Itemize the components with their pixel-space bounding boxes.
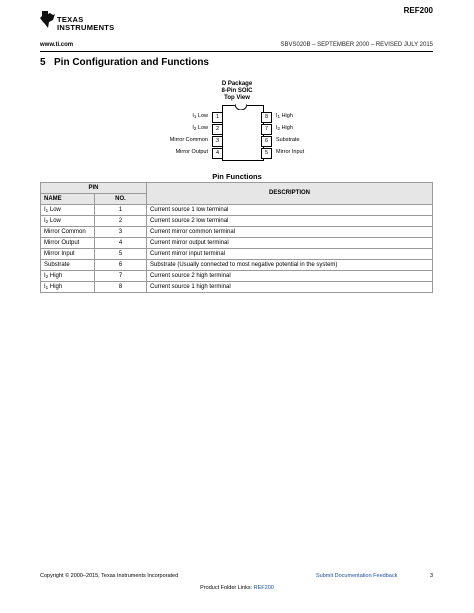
pin-number-box: 5 (261, 148, 272, 159)
pin-name-base: I (44, 272, 46, 279)
pin-number-box: 3 (212, 136, 223, 147)
table-row (41, 260, 433, 271)
pin-name-subscript: 1 (45, 207, 49, 213)
logo-text-instruments: INSTRUMENTS (57, 23, 115, 32)
copyright: Copyright © 2000–2015, Texas Instruments Incorporated (40, 573, 179, 579)
table-body (41, 205, 433, 293)
pin-number-box: 8 (261, 112, 272, 123)
pin-name-cell (41, 205, 95, 216)
pin-label-suffix: High (280, 113, 293, 119)
submit-feedback-link[interactable]: Submit Documentation Feedback (316, 573, 398, 579)
table-row (41, 282, 433, 293)
package-pins: 8-Pin SOIC (221, 88, 253, 94)
package-name: D Package (221, 81, 253, 87)
ic-package-body (222, 105, 264, 161)
pin-number-cell: 8 (95, 282, 147, 293)
pin-label-base: Mirror Input (276, 149, 305, 155)
pin-label-base: I (276, 113, 278, 119)
pin-name-base: I (44, 217, 46, 224)
pin-group-header: PIN (41, 183, 147, 194)
pin-number-box: 4 (212, 148, 223, 159)
pin-description-cell: Current source 1 high terminal (147, 282, 433, 293)
pin-label-left (192, 112, 208, 121)
pin-name-suffix: High (48, 272, 63, 279)
pin-name-base: Mirror Common (44, 228, 86, 235)
page-number: 3 (429, 573, 433, 579)
pin-number-cell: 6 (95, 260, 147, 271)
pin-label-right (276, 112, 293, 121)
table-row (41, 271, 433, 282)
folder-links-label: Product Folder Links: (200, 585, 254, 591)
pin-description-cell: Current mirror output terminal (147, 238, 433, 249)
pin-name-cell (41, 238, 95, 249)
pin-label-subscript: 2 (193, 126, 197, 131)
pin-number-cell: 1 (95, 205, 147, 216)
pin-name-suffix: Low (48, 206, 61, 213)
pin-number-box: 7 (261, 124, 272, 135)
pin-name-suffix: High (48, 283, 63, 290)
pin-name-subscript: 2 (45, 273, 49, 279)
pin-number-cell: 3 (95, 227, 147, 238)
pin-label-left (176, 148, 208, 157)
pin-name-cell (41, 227, 95, 238)
pin-name-cell (41, 282, 95, 293)
pin-label-right (276, 148, 304, 157)
pin-name-base: I (44, 283, 46, 290)
website-link[interactable]: www.ti.com (40, 42, 74, 48)
pin-name-base: Mirror Input (44, 250, 75, 257)
table-row (41, 238, 433, 249)
pin-label-right (276, 136, 300, 145)
pin-label-base: Mirror Output (175, 149, 208, 155)
product-folder-link[interactable]: REF200 (253, 585, 274, 591)
pin-number-cell: 7 (95, 271, 147, 282)
pin-name-subscript: 1 (45, 284, 49, 290)
pin-name-cell (41, 216, 95, 227)
table-row (41, 205, 433, 216)
pin-name-base: I (44, 206, 46, 213)
pin-description-cell: Current mirror common terminal (147, 227, 433, 238)
pin-description-cell: Current mirror input terminal (147, 249, 433, 260)
pin-name-subscript: 2 (45, 218, 49, 224)
pin-label-subscript: 1 (193, 114, 197, 119)
number-header: NO. (95, 194, 147, 205)
pin-description-cell: Substrate (Usually connected to most negative potential in the system) (147, 260, 433, 271)
pin-label-suffix: Low (196, 113, 208, 119)
pin-name-cell (41, 271, 95, 282)
table-title: Pin Functions (212, 172, 262, 181)
section-heading (40, 57, 209, 68)
pin-label-left (170, 136, 208, 145)
pin-number-cell: 4 (95, 238, 147, 249)
package-caption (0, 81, 474, 102)
header-divider (40, 51, 433, 52)
ti-state-icon (40, 11, 55, 28)
pin-name-base: Mirror Output (44, 239, 80, 246)
pin1-notch-icon (235, 104, 247, 110)
document-reference: SBVS020B – SEPTEMBER 2000 – REVISED JULY 2015 (280, 42, 433, 48)
pin-name-cell (41, 260, 95, 271)
description-header: DESCRIPTION (147, 183, 433, 205)
table-row (41, 227, 433, 238)
pin-number-box: 1 (212, 112, 223, 123)
product-folder-links (0, 585, 474, 591)
pin-label-base: I (192, 113, 194, 119)
pin-label-right (276, 124, 293, 133)
ti-logo[interactable] (40, 8, 130, 36)
package-view: Top View (224, 95, 250, 101)
pin-number-box: 2 (212, 124, 223, 135)
pin-label-subscript: 1 (277, 114, 281, 119)
pin-name-suffix: Low (48, 217, 61, 224)
part-number: REF200 (403, 6, 433, 15)
pin-description-cell: Current source 2 low terminal (147, 216, 433, 227)
pin-label-base: Substrate (276, 137, 300, 143)
pin-label-base: I (276, 125, 278, 131)
pin-number-box: 6 (261, 136, 272, 147)
pin-label-suffix: Low (196, 125, 208, 131)
pin-name-base: Substrate (44, 261, 70, 268)
pin-name-cell (41, 249, 95, 260)
pin-description-cell: Current source 2 high terminal (147, 271, 433, 282)
pin-label-left (192, 124, 208, 133)
pin-label-suffix: High (280, 125, 293, 131)
pin-label-base: I (192, 125, 194, 131)
name-header: NAME (41, 194, 95, 205)
pin-number-cell: 2 (95, 216, 147, 227)
pin-functions-table (40, 182, 433, 293)
pin-label-base: Mirror Common (169, 137, 208, 143)
section-number: 5 (40, 57, 46, 68)
table-row (41, 249, 433, 260)
table-row (41, 216, 433, 227)
pin-number-cell: 5 (95, 249, 147, 260)
pin-label-subscript: 2 (277, 126, 281, 131)
section-title: Pin Configuration and Functions (54, 57, 209, 68)
logo-text-texas: TEXAS (57, 15, 84, 24)
pin-description-cell: Current source 1 low terminal (147, 205, 433, 216)
